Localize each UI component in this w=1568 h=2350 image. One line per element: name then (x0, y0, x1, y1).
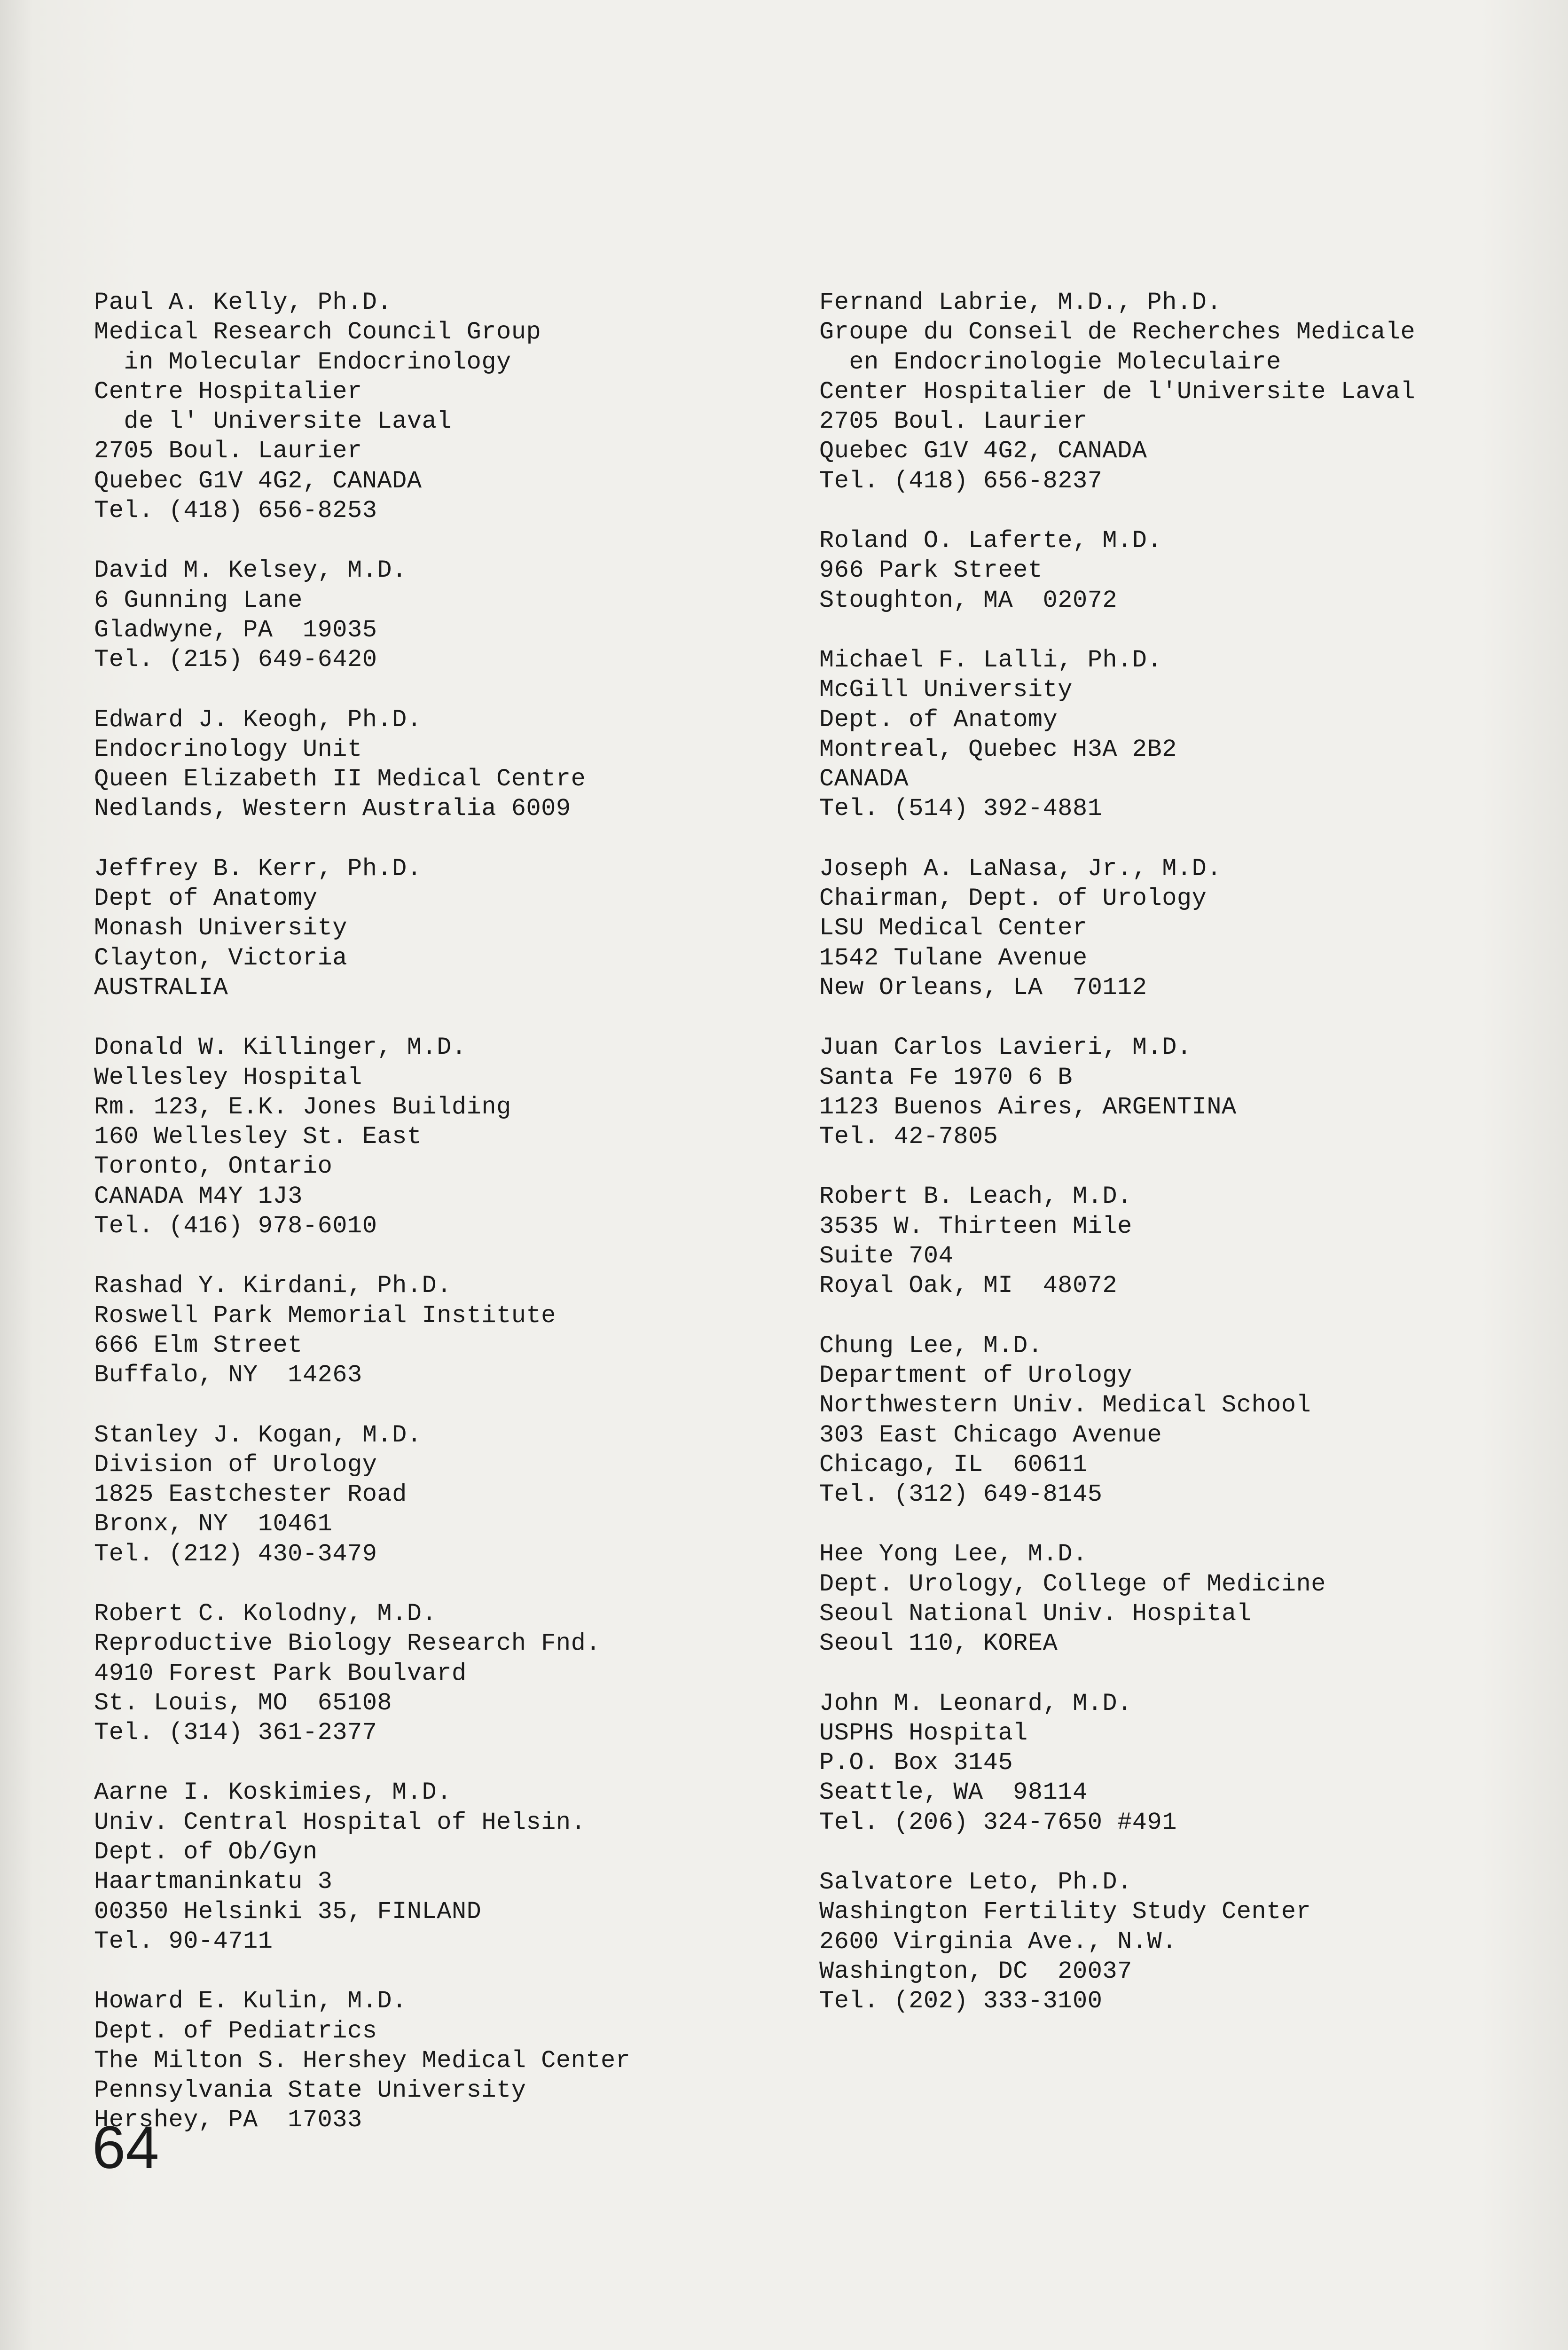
entry-address-line: Tel. (314) 361-2377 (94, 1719, 377, 1747)
entry-address-line: Groupe du Conseil de Recherches Medicale (819, 318, 1416, 346)
entry-address-line: Quebec G1V 4G2, CANADA (94, 467, 422, 495)
entry-address-line: 966 Park Street (819, 556, 1043, 585)
entry-name: Donald W. Killinger, M.D. (94, 1034, 467, 1062)
entry-address-line: Bronx, NY 10461 (94, 1510, 333, 1538)
directory-entry (94, 1986, 827, 2135)
entry-name: Michael F. Lalli, Ph.D. (819, 646, 1162, 674)
entry-address-line: Tel. (312) 649-8145 (819, 1480, 1103, 1509)
entry-address-line: 3535 W. Thirteen Mile (819, 1212, 1132, 1240)
entry-address-line: Dept. of Pediatrics (94, 2017, 377, 2045)
directory-entry (94, 1033, 827, 1241)
entry-address-line: New Orleans, LA 70112 (819, 973, 1147, 1002)
entry-address-line: CANADA (819, 765, 909, 793)
entry-address-line: Dept. of Ob/Gyn (94, 1838, 318, 1866)
entry-address-line: Tel. (202) 333-3100 (819, 1987, 1103, 2015)
entry-address-line: 1542 Tulane Avenue (819, 944, 1088, 972)
directory-entry (94, 1778, 827, 1956)
entry-address-line: 1123 Buenos Aires, ARGENTINA (819, 1093, 1237, 1121)
entry-name: Roland O. Laferte, M.D. (819, 527, 1162, 555)
entry-address-line: Washington, DC 20037 (819, 1957, 1132, 1985)
directory-entry (94, 705, 827, 824)
entry-address-line: en Endocrinologie Moleculaire (819, 348, 1281, 376)
directory-entry (819, 1033, 1552, 1152)
directory-entry (819, 1539, 1552, 1658)
entry-address-line: Centre Hospitalier (94, 377, 362, 406)
entry-address-line: Clayton, Victoria (94, 944, 347, 972)
entry-address-line: Seoul 110, KOREA (819, 1629, 1058, 1658)
directory-entry (819, 526, 1552, 615)
entry-name: Joseph A. LaNasa, Jr., M.D. (819, 854, 1222, 883)
entry-address-line: AUSTRALIA (94, 973, 228, 1002)
directory-entry (94, 1599, 827, 1747)
entry-address-line: USPHS Hospital (819, 1719, 1028, 1747)
entry-address-line: Haartmaninkatu 3 (94, 1868, 333, 1896)
directory-entry (819, 1867, 1552, 2016)
entry-address-line: 00350 Helsinki 35, FINLAND (94, 1897, 482, 1926)
entry-address-line: Northwestern Univ. Medical School (819, 1391, 1311, 1419)
entry-address-line: Division of Urology (94, 1450, 377, 1479)
entry-name: Fernand Labrie, M.D., Ph.D. (819, 289, 1222, 316)
entry-address-line: Royal Oak, MI 48072 (819, 1272, 1118, 1300)
directory-entry (819, 288, 1552, 496)
entry-address-line: CANADA M4Y 1J3 (94, 1182, 303, 1210)
directory-entry (819, 1182, 1552, 1300)
directory-entry (94, 1420, 827, 1569)
entry-address-line: 2705 Boul. Laurier (819, 407, 1088, 436)
entry-address-line: Tel. (206) 324-7650 #491 (819, 1808, 1177, 1836)
entry-address-line: Tel. (418) 656-8237 (819, 467, 1103, 495)
entry-address-line: Wellesley Hospital (94, 1063, 362, 1091)
entry-address-line: Tel. (215) 649-6420 (94, 646, 377, 674)
entry-address-line: Rm. 123, E.K. Jones Building (94, 1093, 511, 1121)
entry-address-line: Dept. of Anatomy (819, 705, 1058, 734)
entry-address-line: Univ. Central Hospital of Helsin. (94, 1808, 586, 1836)
entry-address-line: Department of Urology (819, 1361, 1132, 1389)
entry-name: Juan Carlos Lavieri, M.D. (819, 1034, 1192, 1062)
right-column (819, 288, 1552, 2046)
entry-address-line: Montreal, Quebec H3A 2B2 (819, 735, 1177, 763)
entry-name: Aarne I. Koskimies, M.D. (94, 1778, 452, 1807)
entry-name: Robert C. Kolodny, M.D. (94, 1599, 437, 1628)
entry-address-line: Tel. (416) 978-6010 (94, 1212, 377, 1240)
directory-entry (94, 854, 827, 1003)
entry-address-line: Gladwyne, PA 19035 (94, 616, 377, 644)
entry-address-line: Reproductive Biology Research Fnd. (94, 1629, 601, 1658)
entry-address-line: Quebec G1V 4G2, CANADA (819, 437, 1147, 465)
entry-address-line: Suite 704 (819, 1242, 954, 1270)
entry-address-line: Dept of Anatomy (94, 885, 318, 913)
directory-entry (94, 556, 827, 674)
entry-address-line: Tel. (514) 392-4881 (819, 795, 1103, 823)
left-column (94, 288, 827, 2165)
entry-address-line: Tel. 90-4711 (94, 1927, 273, 1955)
entry-address-line: Tel. (418) 656-8253 (94, 497, 377, 525)
entry-address-line: Tel. (212) 430-3479 (94, 1540, 377, 1568)
entry-name: Chung Lee, M.D. (819, 1332, 1043, 1360)
entry-address-line: in Molecular Endocrinology (94, 348, 511, 376)
entry-address-line: de l' Universite Laval (94, 407, 452, 436)
directory-entry (819, 645, 1552, 824)
entry-address-line: Seattle, WA 98114 (819, 1778, 1088, 1807)
entry-address-line: Santa Fe 1970 6 B (819, 1063, 1073, 1091)
entry-name: Edward J. Keogh, Ph.D. (94, 705, 422, 734)
entry-address-line: 160 Wellesley St. East (94, 1123, 422, 1151)
entry-address-line: Center Hospitalier de l'Universite Laval (819, 377, 1416, 406)
entry-address-line: St. Louis, MO 65108 (94, 1689, 392, 1717)
entry-address-line: McGill University (819, 676, 1073, 704)
entry-address-line: Dept. Urology, College of Medicine (819, 1570, 1326, 1598)
entry-address-line: 2600 Virginia Ave., N.W. (819, 1927, 1177, 1956)
entry-address-line: Toronto, Ontario (94, 1152, 333, 1181)
entry-address-line: Pennsylvania State University (94, 2076, 526, 2105)
entry-address-line: Washington Fertility Study Center (819, 1898, 1311, 1926)
directory-entry (819, 1689, 1552, 1837)
entry-name: Howard E. Kulin, M.D. (94, 1987, 407, 2015)
entry-name: Rashad Y. Kirdani, Ph.D. (94, 1272, 452, 1300)
entry-address-line: 6 Gunning Lane (94, 586, 303, 614)
entry-address-line: Monash University (94, 914, 347, 942)
entry-address-line: Medical Research Council Group (94, 318, 541, 346)
entry-address-line: Stoughton, MA 02072 (819, 586, 1118, 614)
directory-entry (94, 288, 827, 525)
entry-address-line: Buffalo, NY 14263 (94, 1361, 362, 1389)
entry-name: Robert B. Leach, M.D. (819, 1183, 1132, 1211)
entry-address-line: Chairman, Dept. of Urology (819, 885, 1207, 913)
entry-address-line: 303 East Chicago Avenue (819, 1421, 1162, 1449)
entry-address-line: Chicago, IL 60611 (819, 1450, 1088, 1479)
entry-name: Hee Yong Lee, M.D. (819, 1540, 1088, 1568)
entry-name: Salvatore Leto, Ph.D. (819, 1868, 1132, 1896)
entry-address-line: 1825 Eastchester Road (94, 1480, 407, 1509)
page-number: 64 (92, 2114, 159, 2181)
entry-address-line: P.O. Box 3145 (819, 1749, 1013, 1777)
entry-name: David M. Kelsey, M.D. (94, 556, 407, 585)
entry-address-line: 666 Elm Street (94, 1331, 303, 1359)
entry-name: Jeffrey B. Kerr, Ph.D. (94, 854, 422, 883)
entry-address-line: The Milton S. Hershey Medical Center (94, 2046, 631, 2075)
entry-address-line: Nedlands, Western Australia 6009 (94, 795, 571, 823)
entry-name: John M. Leonard, M.D. (819, 1689, 1132, 1717)
entry-address-line: 4910 Forest Park Boulvard (94, 1659, 467, 1687)
entry-address-line: Hershey, PA 17033 (94, 2106, 362, 2134)
entry-address-line: Endocrinology Unit (94, 735, 362, 763)
entry-address-line: Roswell Park Memorial Institute (94, 1301, 556, 1330)
entry-address-line: Seoul National Univ. Hospital (819, 1599, 1252, 1628)
directory-entry (819, 1331, 1552, 1510)
entry-address-line: 2705 Boul. Laurier (94, 437, 362, 465)
entry-name: Paul A. Kelly, Ph.D. (94, 289, 392, 316)
directory-entry (819, 854, 1552, 1003)
entry-name: Stanley J. Kogan, M.D. (94, 1421, 422, 1449)
directory-entry (94, 1271, 827, 1390)
entry-address-line: Queen Elizabeth II Medical Centre (94, 765, 586, 793)
entry-address-line: LSU Medical Center (819, 914, 1088, 942)
entry-address-line: Tel. 42-7805 (819, 1123, 998, 1151)
